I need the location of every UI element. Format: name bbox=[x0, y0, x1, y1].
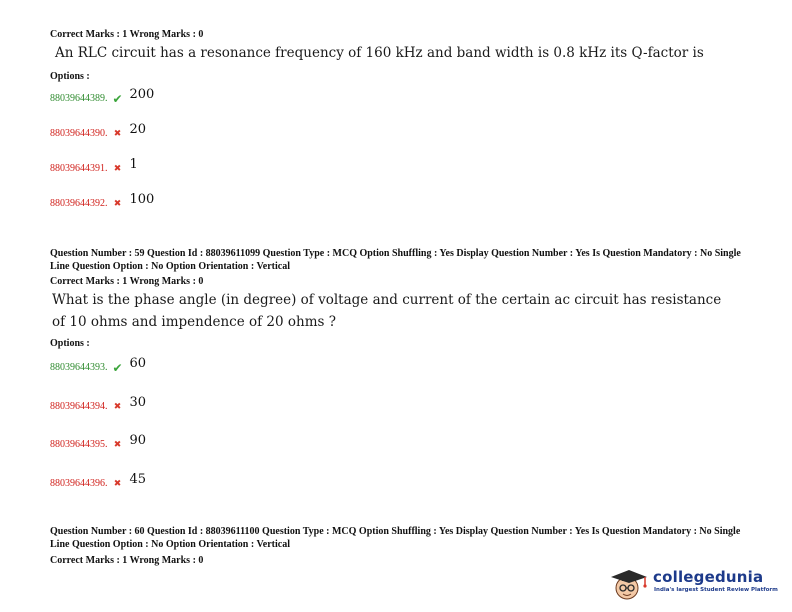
q59-question-text-line1: What is the phase angle (in degree) of voltage and current of the certain ac circuit has resistance bbox=[52, 292, 722, 308]
logo-tagline: India's largest Student Review Platform bbox=[654, 587, 778, 593]
option-value: 30 bbox=[129, 395, 147, 410]
q59-option-2 bbox=[50, 395, 147, 414]
option-value: 200 bbox=[129, 87, 155, 102]
cross-icon: ✖ bbox=[113, 198, 122, 209]
option-value: 90 bbox=[129, 433, 147, 448]
q58-option-2 bbox=[50, 122, 147, 141]
q59-options-label: Options : bbox=[50, 338, 90, 349]
cross-icon: ✖ bbox=[113, 478, 122, 489]
option-id: 88039644391. bbox=[50, 163, 108, 174]
option-value: 1 bbox=[129, 157, 138, 172]
option-id: 88039644393. bbox=[50, 362, 108, 373]
check-icon: ✔ bbox=[112, 360, 123, 375]
option-id: 88039644389. bbox=[50, 93, 108, 104]
q59-marks: Correct Marks : 1 Wrong Marks : 0 bbox=[50, 276, 204, 287]
option-value: 60 bbox=[129, 356, 147, 371]
option-value: 100 bbox=[129, 192, 155, 207]
q58-marks: Correct Marks : 1 Wrong Marks : 0 bbox=[50, 29, 204, 40]
mascot-icon bbox=[607, 566, 651, 602]
q58-option-1 bbox=[50, 87, 155, 106]
logo-name: collegedunia bbox=[653, 568, 764, 586]
q60-marks: Correct Marks : 1 Wrong Marks : 0 bbox=[50, 555, 204, 566]
q58-question-text: An RLC circuit has a resonance frequency of 160 kHz and band width is 0.8 kHz its Q-factor is bbox=[55, 45, 704, 61]
option-id: 88039644390. bbox=[50, 128, 108, 139]
cross-icon: ✖ bbox=[113, 128, 122, 139]
check-icon: ✔ bbox=[112, 91, 123, 106]
option-value: 20 bbox=[129, 122, 147, 137]
q59-option-1 bbox=[50, 356, 147, 375]
q58-option-4 bbox=[50, 192, 155, 211]
q59-question-text-line2: of 10 ohms and impendence of 20 ohms ? bbox=[52, 314, 336, 330]
option-id: 88039644396. bbox=[50, 478, 108, 489]
cross-icon: ✖ bbox=[113, 401, 122, 412]
option-id: 88039644395. bbox=[50, 439, 108, 450]
collegedunia-logo bbox=[607, 566, 787, 602]
q59-meta: Question Number : 59 Question Id : 88039611099 Question Type : MCQ Option Shuffling : Yes Display Question Number : Yes Is Question Mandatory : No Single Line Question Option : No Option Orientation : Vertical bbox=[50, 248, 741, 272]
q58-options-label: Options : bbox=[50, 71, 90, 82]
option-value: 45 bbox=[129, 472, 147, 487]
cross-icon: ✖ bbox=[113, 439, 122, 450]
option-id: 88039644394. bbox=[50, 401, 108, 412]
q59-option-3 bbox=[50, 433, 147, 452]
q60-meta: Question Number : 60 Question Id : 88039611100 Question Type : MCQ Option Shuffling : Yes Display Question Number : Yes Is Question Mandatory : No Single Line Question Option : No Option Orientation : Vertical bbox=[50, 526, 741, 550]
q58-option-3 bbox=[50, 157, 138, 176]
cross-icon: ✖ bbox=[113, 163, 122, 174]
q59-option-4 bbox=[50, 472, 147, 491]
option-id: 88039644392. bbox=[50, 198, 108, 209]
